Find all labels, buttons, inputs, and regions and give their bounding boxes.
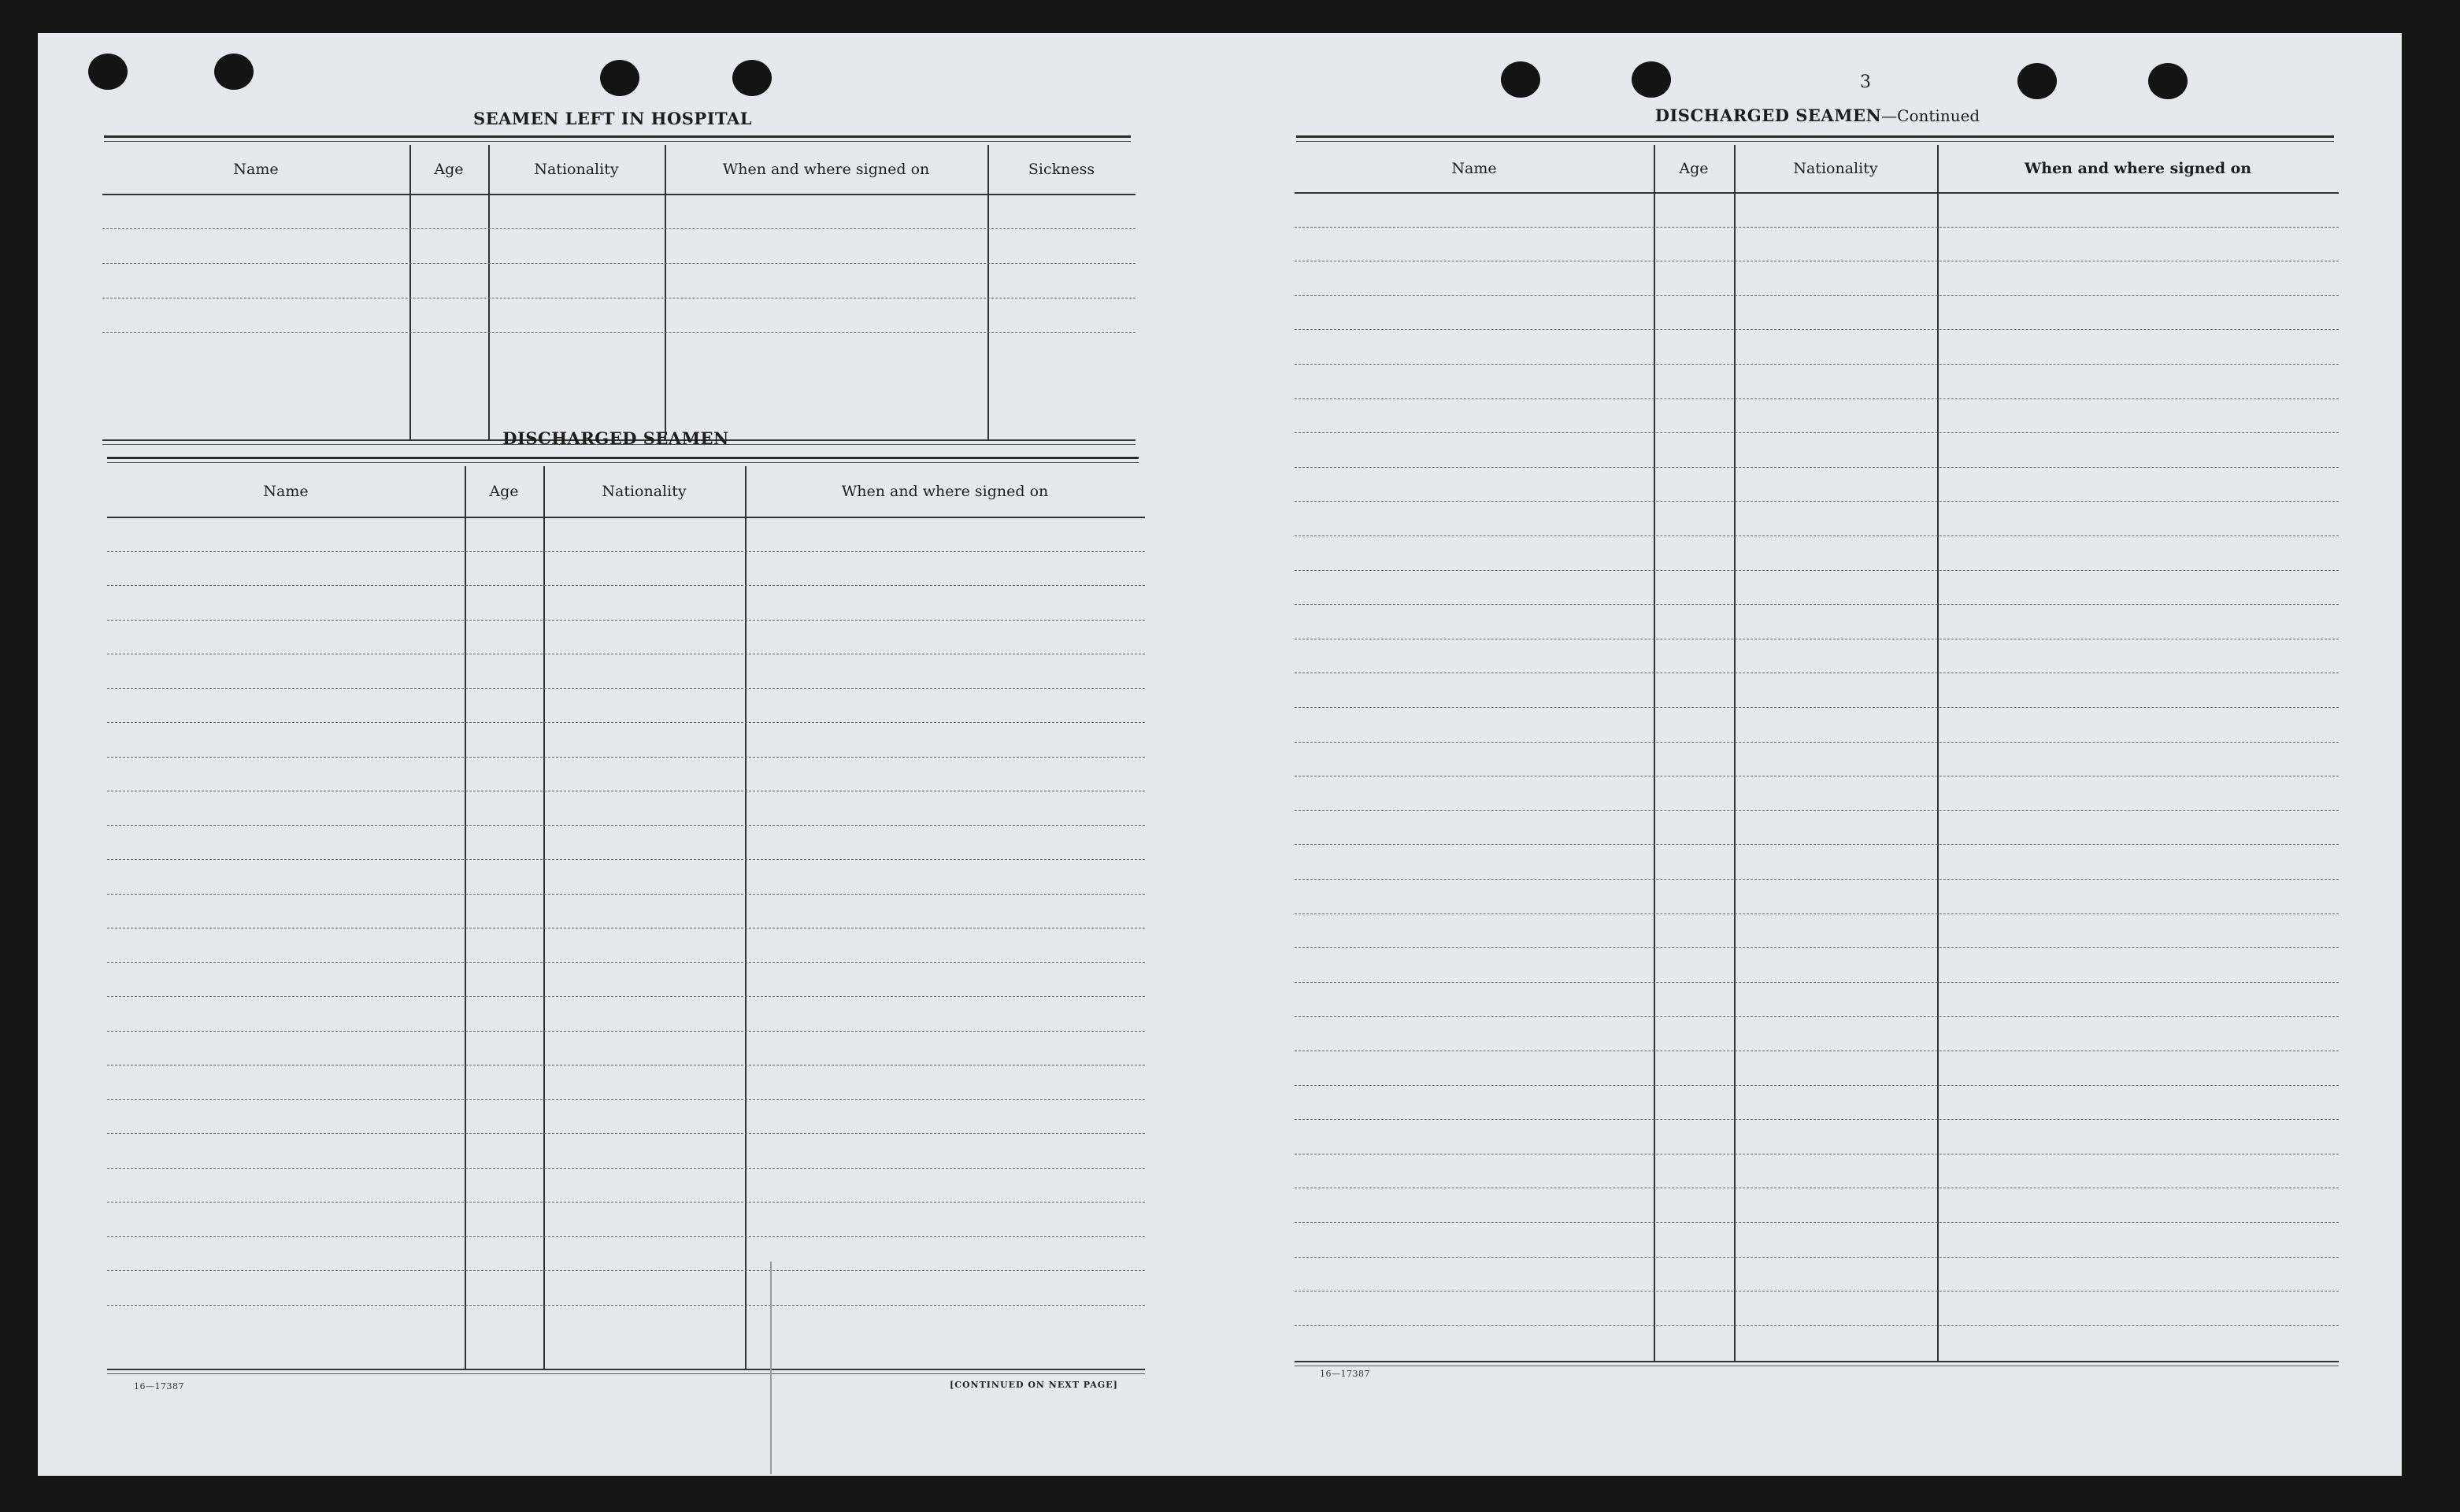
- hospital-title-rule: [104, 135, 1131, 138]
- hospital-table: [102, 145, 1136, 444]
- table-row: [107, 1270, 1145, 1271]
- column-header-nationality: Nationality: [534, 161, 619, 178]
- table-row: [107, 1133, 1145, 1134]
- right-page: [1290, 33, 2402, 1476]
- hospital-table-header: [102, 145, 1136, 195]
- discharged-table-header: [107, 466, 1145, 518]
- table-row: [102, 263, 1136, 264]
- table-row: [1295, 982, 2339, 983]
- column-divider: [409, 145, 411, 441]
- column-header-sickness: Sickness: [1028, 161, 1095, 178]
- column-header-name: Name: [1451, 160, 1497, 177]
- table-row: [1295, 1119, 2339, 1120]
- table-row: [1295, 501, 2339, 502]
- column-divider: [1654, 145, 1655, 1361]
- paper-crease: [770, 1262, 803, 1474]
- page-number: 3: [1860, 72, 1871, 92]
- table-row: [107, 620, 1145, 621]
- table-row: [1295, 879, 2339, 880]
- table-row: [107, 825, 1145, 826]
- continued-title-rule: [1296, 135, 2334, 138]
- table-row: [107, 551, 1145, 552]
- table-row: [102, 332, 1136, 333]
- table-row: [1295, 295, 2339, 296]
- table-row: [1295, 1291, 2339, 1292]
- section-title-text: DISCHARGED SEAMEN: [1654, 106, 1882, 125]
- column-header-nationality: Nationality: [602, 483, 687, 500]
- table-row: [102, 228, 1136, 229]
- table-row: [1295, 329, 2339, 330]
- column-header-signed-on: When and where signed on: [2024, 160, 2252, 177]
- discharged-bottom-rule: [107, 1369, 1145, 1370]
- table-row: [107, 585, 1145, 586]
- table-row: [107, 1099, 1145, 1100]
- table-row: [1295, 1222, 2339, 1223]
- table-row: [107, 688, 1145, 689]
- continued-table-header: [1295, 145, 2339, 194]
- table-row: [1295, 604, 2339, 605]
- form-number: 16—17387: [134, 1381, 184, 1392]
- column-header-name: Name: [263, 483, 309, 500]
- table-row: [107, 894, 1145, 895]
- table-row: [1295, 707, 2339, 708]
- table-row: [1295, 810, 2339, 811]
- column-header-age: Age: [489, 483, 519, 500]
- discharged-section-title: DISCHARGED SEAMEN: [502, 428, 729, 448]
- table-row: [107, 757, 1145, 758]
- table-row: [1295, 742, 2339, 743]
- column-header-signed-on: When and where signed on: [722, 161, 930, 178]
- table-row: [107, 1031, 1145, 1032]
- continued-note: [CONTINUED ON NEXT PAGE]: [950, 1380, 1118, 1390]
- column-divider: [1937, 145, 1939, 1361]
- column-divider: [987, 145, 989, 441]
- discharged-table: [107, 466, 1145, 1411]
- continued-section-title: [1290, 106, 2345, 125]
- table-row: [107, 859, 1145, 860]
- column-header-signed-on: When and where signed on: [841, 483, 1049, 500]
- table-row: [1295, 844, 2339, 845]
- discharged-title-rule: [107, 457, 1139, 459]
- column-header-age: Age: [1679, 160, 1709, 177]
- table-row: [1295, 947, 2339, 948]
- section-title-suffix: —Continued: [1881, 106, 1980, 125]
- table-row: [107, 962, 1145, 963]
- column-header-nationality: Nationality: [1793, 160, 1878, 177]
- left-page: [38, 33, 1219, 1476]
- column-divider: [745, 466, 747, 1369]
- hospital-section-title: SEAMEN LEFT IN HOSPITAL: [472, 109, 753, 128]
- table-row: [1295, 570, 2339, 571]
- continued-table: [1295, 145, 2339, 1405]
- table-row: [1295, 398, 2339, 399]
- table-row: [107, 1168, 1145, 1169]
- form-number: 16—17387: [1320, 1369, 1370, 1379]
- table-row: [1295, 1257, 2339, 1258]
- table-row: [107, 1305, 1145, 1306]
- table-row: [1295, 1085, 2339, 1086]
- continued-bottom-rule: [1295, 1361, 2339, 1362]
- table-row: [107, 1236, 1145, 1237]
- column-divider: [543, 466, 545, 1369]
- table-row: [1295, 1016, 2339, 1017]
- table-row: [1295, 1325, 2339, 1326]
- table-row: [107, 722, 1145, 723]
- column-header-age: Age: [434, 161, 464, 178]
- table-row: [1295, 364, 2339, 365]
- column-header-name: Name: [233, 161, 279, 178]
- form-sheet: [38, 33, 2402, 1476]
- table-row: [1295, 432, 2339, 433]
- column-divider: [1734, 145, 1736, 1361]
- table-row: [107, 1202, 1145, 1203]
- column-divider: [488, 145, 490, 441]
- table-row: [1295, 467, 2339, 468]
- table-row: [107, 996, 1145, 997]
- column-divider: [465, 466, 466, 1369]
- column-divider: [665, 145, 666, 441]
- table-row: [1295, 227, 2339, 228]
